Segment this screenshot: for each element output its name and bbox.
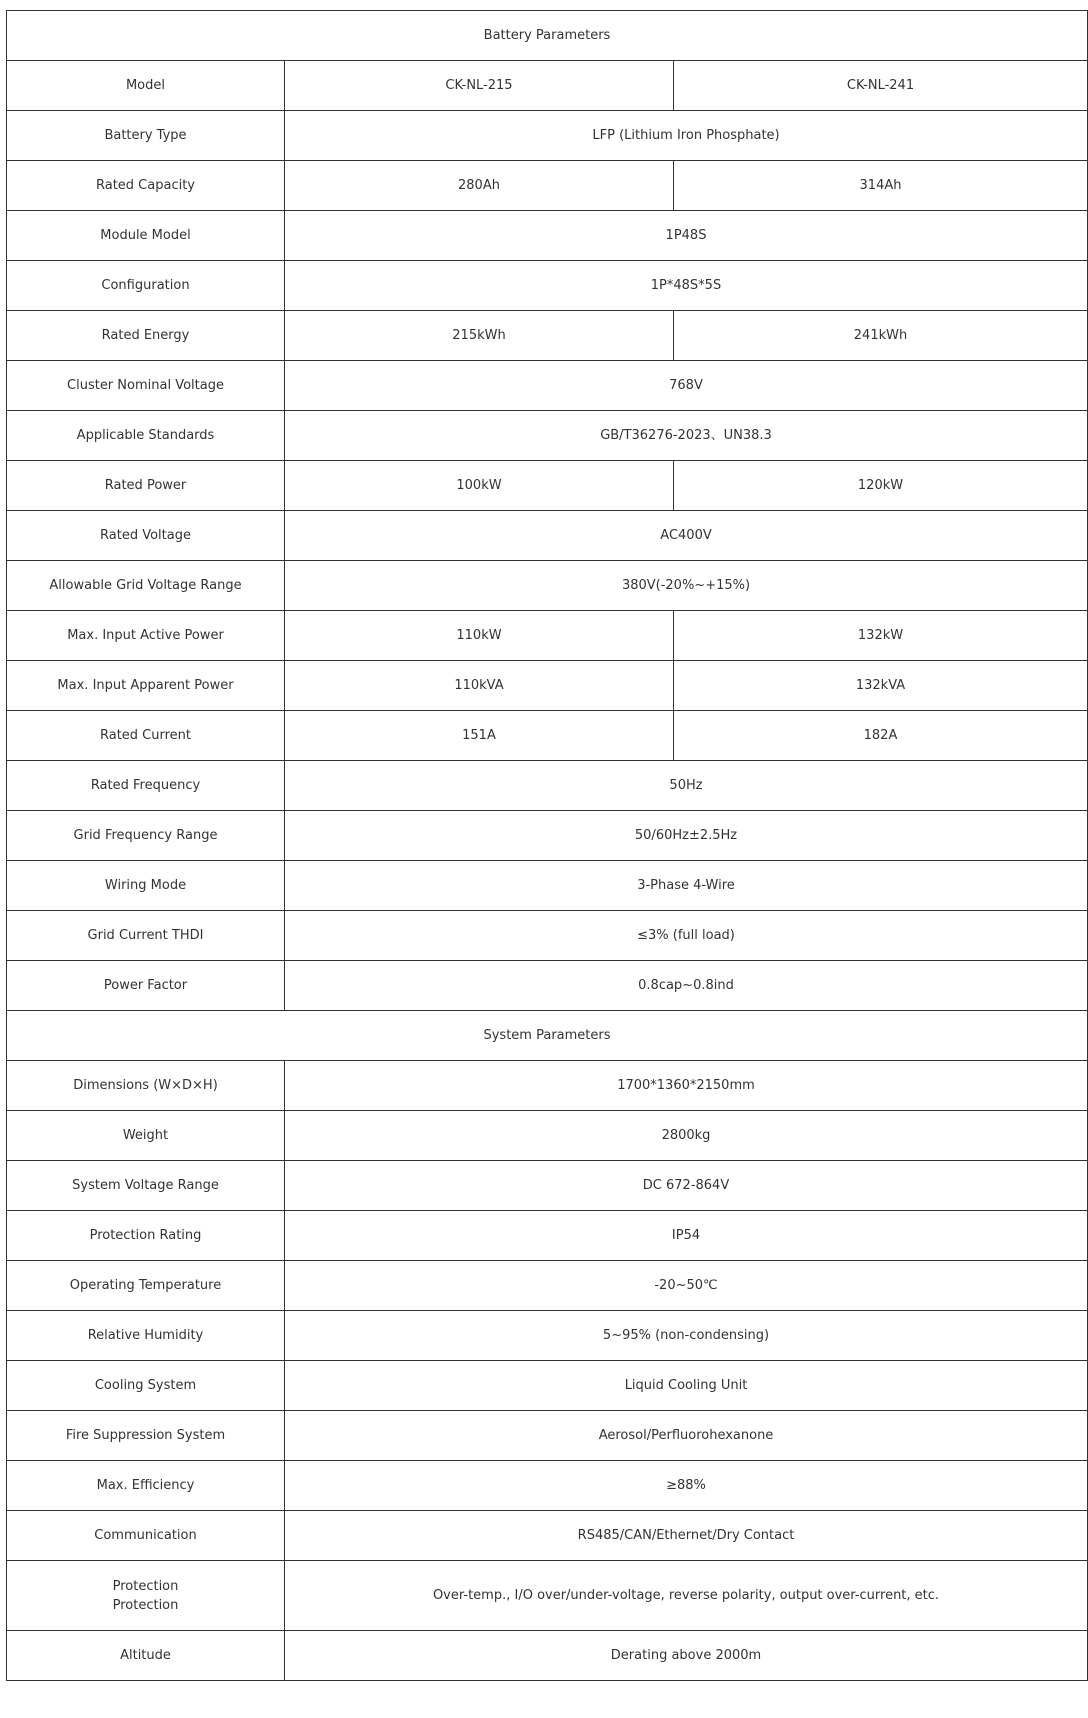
row-label: Rated Energy [7, 311, 285, 361]
row-value: 2800kg [285, 1111, 1088, 1161]
row-label: Dimensions (W×D×H) [7, 1061, 285, 1111]
table-row [7, 1061, 1088, 1111]
row-label: Wiring Mode [7, 861, 285, 911]
row-value: CK-NL-241 [674, 61, 1088, 111]
section-header-row [7, 1011, 1088, 1061]
spec-table [6, 10, 1088, 1681]
row-label: Cooling System [7, 1361, 285, 1411]
table-row [7, 1631, 1088, 1681]
row-value: -20~50℃ [285, 1261, 1088, 1311]
row-label: Weight [7, 1111, 285, 1161]
row-label: Max. Input Apparent Power [7, 661, 285, 711]
row-value: GB/T36276-2023、UN38.3 [285, 411, 1088, 461]
row-value: 314Ah [674, 161, 1088, 211]
table-row [7, 311, 1088, 361]
row-label: Rated Voltage [7, 511, 285, 561]
row-value: 110kW [285, 611, 674, 661]
table-row [7, 961, 1088, 1011]
row-label-line: Protection [112, 1578, 179, 1594]
row-value: 182A [674, 711, 1088, 761]
row-value: 50/60Hz±2.5Hz [285, 811, 1088, 861]
row-label: Rated Frequency [7, 761, 285, 811]
table-row [7, 1211, 1088, 1261]
row-value: RS485/CAN/Ethernet/Dry Contact [285, 1511, 1088, 1561]
row-label: Configuration [7, 261, 285, 311]
row-label: Rated Current [7, 711, 285, 761]
row-value: 280Ah [285, 161, 674, 211]
row-label: Rated Capacity [7, 161, 285, 211]
table-row [7, 661, 1088, 711]
row-label [7, 1561, 285, 1631]
table-row [7, 511, 1088, 561]
row-value: ≥88% [285, 1461, 1088, 1511]
table-row [7, 561, 1088, 611]
table-row [7, 211, 1088, 261]
table-row [7, 761, 1088, 811]
table-row [7, 411, 1088, 461]
row-value: 215kWh [285, 311, 674, 361]
row-label: Communication [7, 1511, 285, 1561]
table-row [7, 861, 1088, 911]
table-row [7, 461, 1088, 511]
table-row [7, 1311, 1088, 1361]
table-row [7, 1361, 1088, 1411]
row-label: Module Model [7, 211, 285, 261]
table-row [7, 711, 1088, 761]
row-label: Cluster Nominal Voltage [7, 361, 285, 411]
row-label: Fire Suppression System [7, 1411, 285, 1461]
table-row [7, 161, 1088, 211]
row-value: 5~95% (non-condensing) [285, 1311, 1088, 1361]
row-label: Altitude [7, 1631, 285, 1681]
section-header-row [7, 11, 1088, 61]
row-value: ≤3% (full load) [285, 911, 1088, 961]
row-label: Rated Power [7, 461, 285, 511]
row-label: Power Factor [7, 961, 285, 1011]
row-label: Protection Rating [7, 1211, 285, 1261]
table-row [7, 1111, 1088, 1161]
row-value: Over-temp., I/O over/under-voltage, reverse polarity, output over-current, etc. [285, 1561, 1088, 1631]
table-row [7, 361, 1088, 411]
row-label: Allowable Grid Voltage Range [7, 561, 285, 611]
row-label: System Voltage Range [7, 1161, 285, 1211]
table-row [7, 1411, 1088, 1461]
section-title: System Parameters [7, 1011, 1088, 1061]
table-row [7, 61, 1088, 111]
row-value: 132kW [674, 611, 1088, 661]
row-value: Derating above 2000m [285, 1631, 1088, 1681]
row-value: 768V [285, 361, 1088, 411]
row-value: Aerosol/Perfluorohexanone [285, 1411, 1088, 1461]
row-label: Battery Type [7, 111, 285, 161]
row-value: 1P48S [285, 211, 1088, 261]
row-value: 100kW [285, 461, 674, 511]
row-label: Relative Humidity [7, 1311, 285, 1361]
row-value: AC400V [285, 511, 1088, 561]
row-value: 110kVA [285, 661, 674, 711]
row-label: Model [7, 61, 285, 111]
row-value: 1700*1360*2150mm [285, 1061, 1088, 1111]
row-label: Max. Efficiency [7, 1461, 285, 1511]
row-value: 0.8cap~0.8ind [285, 961, 1088, 1011]
row-value: LFP (Lithium Iron Phosphate) [285, 111, 1088, 161]
table-row [7, 1161, 1088, 1211]
row-label: Grid Frequency Range [7, 811, 285, 861]
row-value: 120kW [674, 461, 1088, 511]
table-row [7, 1461, 1088, 1511]
row-value: DC 672-864V [285, 1161, 1088, 1211]
row-value: 50Hz [285, 761, 1088, 811]
row-value: 1P*48S*5S [285, 261, 1088, 311]
row-value: Liquid Cooling Unit [285, 1361, 1088, 1411]
table-row [7, 261, 1088, 311]
row-label: Max. Input Active Power [7, 611, 285, 661]
row-value: 151A [285, 711, 674, 761]
table-row [7, 911, 1088, 961]
row-value: 132kVA [674, 661, 1088, 711]
table-row [7, 811, 1088, 861]
row-value: IP54 [285, 1211, 1088, 1261]
table-row [7, 1261, 1088, 1311]
spec-table-body [7, 11, 1088, 1681]
row-label: Grid Current THDI [7, 911, 285, 961]
row-value: 241kWh [674, 311, 1088, 361]
row-label: Operating Temperature [7, 1261, 285, 1311]
table-row [7, 1561, 1088, 1631]
row-value: 380V(-20%~+15%) [285, 561, 1088, 611]
table-row [7, 111, 1088, 161]
row-label-line: Protection [112, 1597, 179, 1613]
row-value: 3-Phase 4-Wire [285, 861, 1088, 911]
row-label: Applicable Standards [7, 411, 285, 461]
row-value: CK-NL-215 [285, 61, 674, 111]
table-row [7, 611, 1088, 661]
table-row [7, 1511, 1088, 1561]
section-title: Battery Parameters [7, 11, 1088, 61]
